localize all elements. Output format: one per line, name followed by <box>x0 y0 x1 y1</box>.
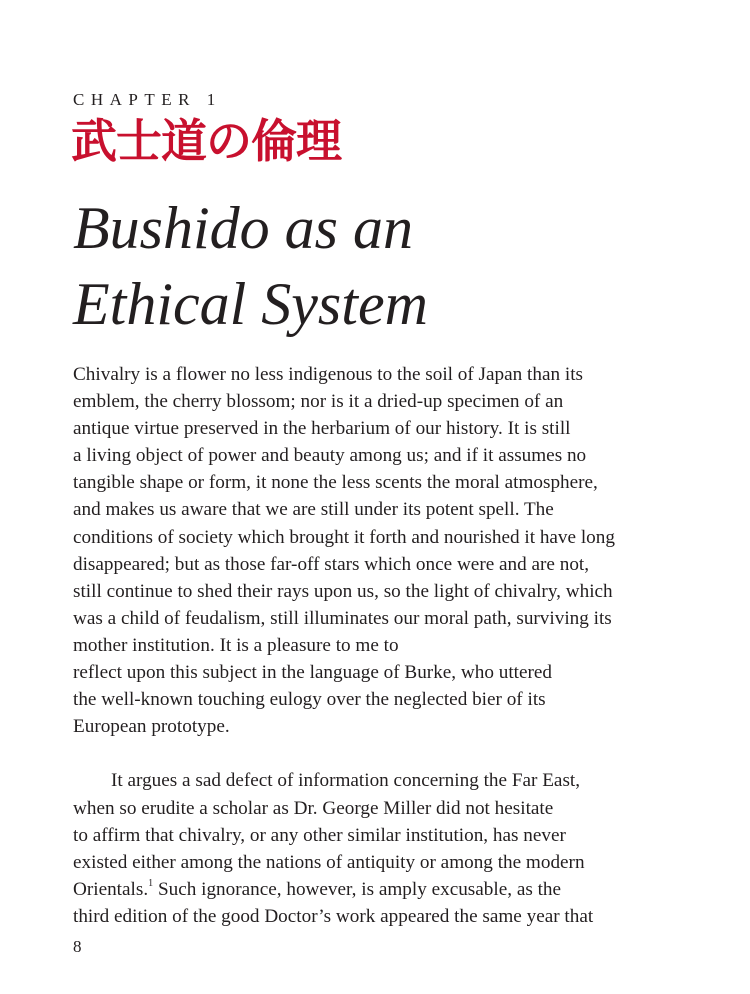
text-line: the well-known touching eulogy over the neglected bier of its <box>73 689 546 711</box>
text-line: emblem, the cherry blossom; nor is it a dried-up specimen of an <box>73 391 564 413</box>
body-text <box>73 361 693 930</box>
chapter-label: CHAPTER 1 <box>73 90 222 109</box>
footnote-marker[interactable]: 1 <box>148 877 154 889</box>
chapter-title-japanese: 武士道の倫理 <box>71 114 341 168</box>
text-line: when so erudite a scholar as Dr. George Miller did not hesitate <box>73 797 554 819</box>
text-line: disappeared; but as those far-off stars which once were and are not, <box>73 553 590 575</box>
chapter-title-line: Bushido as an <box>73 195 414 261</box>
text-line: was a child of feudalism, still illuminates our moral path, surviving its <box>73 607 612 629</box>
text-line: existed either among the nations of antiquity or among the modern <box>73 851 585 873</box>
book-page <box>73 0 693 994</box>
text-line: It argues a sad defect of information concerning the Far East, <box>111 770 581 792</box>
paragraph-1 <box>73 361 693 740</box>
text-line: and makes us aware that we are still under its potent spell. The <box>73 499 554 521</box>
paragraph-2 <box>73 767 693 930</box>
page-number: 8 <box>73 937 82 956</box>
paragraph-gap <box>73 740 693 767</box>
text-line: antique virtue preserved in the herbarium of our history. It is still <box>73 418 571 440</box>
text-line: conditions of society which brought it forth and nourished it have long <box>73 526 615 548</box>
text-line: still continue to shed their rays upon us, so the light of chivalry, which <box>73 580 613 602</box>
text-line: third edition of the good Doctor’s work appeared the same year that <box>73 905 594 927</box>
text-line: Chivalry is a flower no less indigenous to the soil of Japan than its <box>73 364 583 385</box>
text-line: tangible shape or form, it none the less scents the moral atmosphere, <box>73 472 598 494</box>
text-line: mother institution. It is a pleasure to me to <box>73 634 399 656</box>
chapter-title-english <box>73 190 428 342</box>
text-line: a living object of power and beauty among us; and if it assumes no <box>73 445 587 467</box>
text-fragment: Such ignorance, however, is amply excusable, as the <box>153 878 562 900</box>
text-line: European prototype. <box>73 716 230 738</box>
text-line-with-footnote <box>73 876 693 903</box>
text-line: reflect upon this subject in the language of Burke, who uttered <box>73 662 553 684</box>
text-line: to affirm that chivalry, or any other similar institution, has never <box>73 824 566 846</box>
chapter-title-line: Ethical System <box>73 271 428 337</box>
text-fragment: Orientals. <box>73 878 149 900</box>
